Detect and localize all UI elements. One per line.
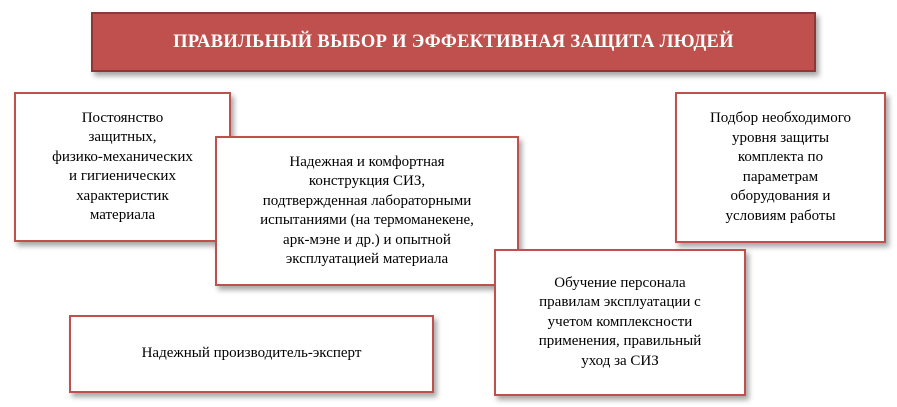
reliable-design-box	[215, 136, 519, 286]
text-line: Надежный производитель-эксперт	[141, 345, 362, 362]
material-properties-text	[52, 109, 193, 226]
text-line: Подбор необходимого	[709, 110, 852, 126]
text-line: учетом комплексности	[547, 313, 693, 330]
text-line: подтвержденная лабораторными	[262, 192, 472, 209]
staff-training-text	[539, 274, 702, 372]
text-line: эксплуатацией материала	[285, 251, 449, 267]
text-line: применения, правильный	[538, 333, 702, 350]
text-line: параметрам	[742, 168, 819, 185]
text-line: характеристик	[76, 187, 169, 204]
text-line: материала	[89, 207, 156, 223]
text-line: комплекта по	[737, 149, 824, 165]
reliable-design-text	[260, 153, 474, 270]
text-line: оборудования и	[730, 188, 831, 204]
material-properties-box	[14, 92, 231, 242]
text-line: Надежная и комфортная	[289, 153, 445, 170]
text-line: и гигиенических	[69, 168, 176, 184]
text-line: испытаниями (на термоманекене,	[260, 212, 474, 228]
title-banner	[91, 12, 816, 72]
text-line: уровня защиты	[731, 129, 830, 146]
text-line: Обучение персонала	[554, 274, 686, 291]
text-line: конструкция СИЗ,	[308, 173, 426, 189]
text-line: уход за СИЗ	[581, 352, 659, 369]
text-line: правилам эксплуатации с	[539, 294, 701, 311]
text-line: защитных,	[88, 129, 157, 145]
reliable-manufacturer-text	[142, 344, 362, 364]
text-line: условиям работы	[725, 207, 836, 224]
reliable-manufacturer-box	[69, 315, 434, 393]
protection-selection-box	[675, 92, 886, 243]
staff-training-box	[494, 249, 746, 396]
diagram-title: ПРАВИЛЬНЫЙ ВЫБОР И ЭФФЕКТИВНАЯ ЗАЩИТА ЛЮДЕЙ	[173, 31, 734, 52]
text-line: арк-мэне и др.) и опытной	[283, 231, 451, 248]
text-line: физико-механических	[52, 148, 193, 165]
text-line: Постоянство	[81, 109, 164, 126]
protection-selection-text	[710, 109, 851, 226]
